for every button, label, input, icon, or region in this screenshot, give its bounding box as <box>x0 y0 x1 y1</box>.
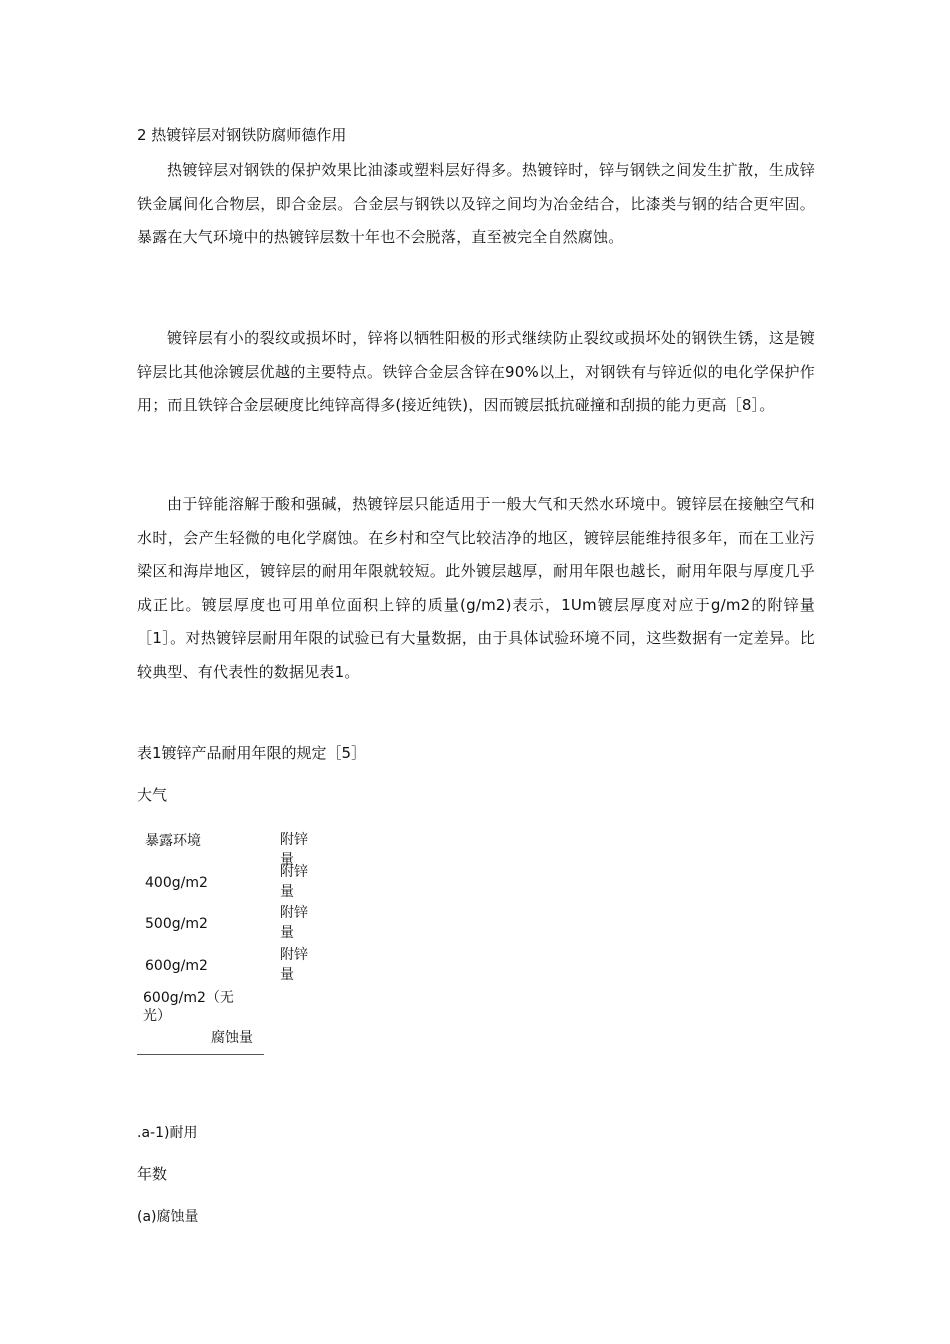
table-group-label: 大气 <box>137 786 168 804</box>
table-bottom-rule <box>137 1054 264 1055</box>
zinc-amount-label: 附锌量 <box>280 864 308 900</box>
table-row-label: 600g/m2 <box>145 958 208 974</box>
paragraph-service-life: 由于锌能溶解于酸和强碱，热镀锌层只能适用于一般大气和天然水环境中。镀锌层在接触空气和水时，会产生轻微的电化学腐蚀。在乡村和空气比较洁净的地区，镀锌层能维持很多年，而在工业污梁区和海岸地区，镀锌层的耐用年限就较短。此外镀层越厚，耐用年限也越长，耐用年限与厚度几乎成正比。镀层厚度也可用单位面积上锌的质量(g/m2)表示，1Um镀层厚度对应于g/m2的附锌量［1］。对热镀锌层耐用年限的试验已有大量数据，由于具体试验环境不同，这些数据有一定差异。比较典型、有代表性的数据见表1。 <box>137 495 815 681</box>
table-cell-zinc <box>271 862 321 902</box>
table-cell-zinc <box>271 945 321 985</box>
zinc-amount-label: 附锌量 <box>280 905 308 941</box>
paragraph-sacrificial-anode: 镀锌层有小的裂纹或损坏时，锌将以牺牲阳极的形式继续防止裂纹或损坏处的钢铁生锈，这是镀锌层比其他涂镀层优越的主要特点。铁锌合金层含锌在90%以上，对钢铁有与锌近似的电化学保护作用；而且铁锌合金层硬度比纯锌高得多(接近纯铁)，因而镀层抵抗碰撞和刮损的能力更高［8］。 <box>137 329 815 414</box>
table-row-label: 400g/m2 <box>145 875 208 891</box>
section-title: 2 热镀锌层对钢铁防腐师德作用 <box>137 126 347 144</box>
footer-line-years: 年数 <box>137 1165 168 1183</box>
footer-line-service-years: .a-1)耐用 <box>137 1125 198 1141</box>
zinc-amount-label: 附锌量 <box>280 832 308 868</box>
table-header-zinc <box>271 830 321 868</box>
zinc-amount-label: 附锌量 <box>280 947 308 983</box>
table-row-label: 600g/m2（无光） <box>143 990 234 1024</box>
table-cell-zinc <box>271 903 321 943</box>
table-caption: 表1镀锌产品耐用年限的规定［5］ <box>137 744 367 762</box>
table-header-corrosion: 腐蚀量 <box>211 1030 253 1046</box>
table-row-label: 500g/m2 <box>145 916 208 932</box>
footer-line-corrosion: (a)腐蚀量 <box>137 1209 199 1225</box>
paragraph-protection-effect: 热镀锌层对钢铁的保护效果比油漆或塑料层好得多。热镀锌时，锌与钢铁之间发生扩散，生成锌铁金属间化合物层，即合金层。合金层与钢铁以及锌之间均为冶金结合，比漆类与钢的结合更牢固。暴露在大气环境中的热镀锌层数十年也不会脱落，直至被完全自然腐蚀。 <box>137 161 815 246</box>
table-header-exposure: 暴露环境 <box>145 833 201 849</box>
